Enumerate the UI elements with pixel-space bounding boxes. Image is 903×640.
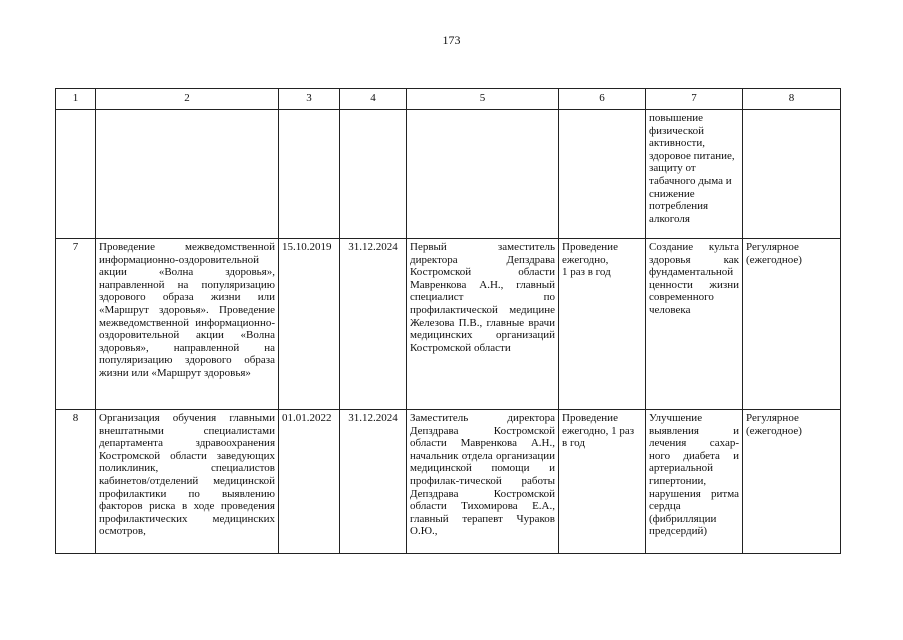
row-number-cell: 8 bbox=[56, 410, 96, 554]
table-row bbox=[56, 110, 841, 239]
event-cell: Организация обучения главными внештатными специалистами департамента здравоохранения Костромской области заведующих поликлиник, специалистов кабинетов/отделений медицинской профилактики по выявлению факторов риска в ходе проведения профилактических медицинских осмотров, bbox=[96, 410, 279, 554]
result-cell: Улучшение выявления и лечения сахар-ного диабета и артериальной гипертонии, нарушения ритма сердца (фибрилляции предсердий) bbox=[646, 410, 743, 554]
end-date-cell: 31.12.2024 bbox=[340, 239, 407, 410]
start-date-cell: 01.01.2022 bbox=[279, 410, 340, 554]
plan-table bbox=[55, 88, 841, 554]
periodicity-cell: Проведение ежегодно, 1 раз в год bbox=[559, 239, 646, 410]
column-header: 4 bbox=[340, 89, 407, 110]
event-cell: Проведение межведомственной информационно-оздоровительной акции «Волна здоровья», направленной на популяризацию здорового образа жизни или «Маршрут здоровья». Проведение межведомственной информационно-оздоровительной акции «Волна здоровья», направленной на популяризацию здорового образа жизни или «Маршрут здоровья» bbox=[96, 239, 279, 410]
column-header: 3 bbox=[279, 89, 340, 110]
type-cell bbox=[743, 110, 841, 239]
executor-cell: Заместитель директора Депздрава Костромской области Мавренкова А.Н., начальник отдела организации медицинской помощи и профилак-тической работы Депздрава Костромской области Тихомирова Е.А., главный терапевт Чураков О.Ю., bbox=[407, 410, 559, 554]
start-date-cell bbox=[279, 110, 340, 239]
result-cell: Создание культа здоровья как фундаментальной ценности жизни современного человека bbox=[646, 239, 743, 410]
executor-cell: Первый заместитель директора Депздрава Костромской области Мавренкова А.Н., главный специалист по профилактической медицине Железова П.В., главные врачи медицинских организаций Костромской области bbox=[407, 239, 559, 410]
column-header: 7 bbox=[646, 89, 743, 110]
table-row bbox=[56, 239, 841, 410]
column-header: 2 bbox=[96, 89, 279, 110]
type-cell: Регулярное (ежегодное) bbox=[743, 239, 841, 410]
column-header: 8 bbox=[743, 89, 841, 110]
periodicity-cell: Проведение ежегодно, 1 раз в год bbox=[559, 410, 646, 554]
type-cell: Регулярное (ежегодное) bbox=[743, 410, 841, 554]
start-date-cell: 15.10.2019 bbox=[279, 239, 340, 410]
result-cell: повышение физической активности, здоровое питание, защиту от табачного дыма и снижение потребления алкоголя bbox=[646, 110, 743, 239]
event-cell bbox=[96, 110, 279, 239]
row-number-cell bbox=[56, 110, 96, 239]
end-date-cell bbox=[340, 110, 407, 239]
table-header-row bbox=[56, 89, 841, 110]
table-row bbox=[56, 410, 841, 554]
executor-cell bbox=[407, 110, 559, 239]
column-header: 1 bbox=[56, 89, 96, 110]
page-number: 173 bbox=[442, 33, 461, 47]
end-date-cell: 31.12.2024 bbox=[340, 410, 407, 554]
periodicity-cell bbox=[559, 110, 646, 239]
column-header: 5 bbox=[407, 89, 559, 110]
column-header: 6 bbox=[559, 89, 646, 110]
row-number-cell: 7 bbox=[56, 239, 96, 410]
